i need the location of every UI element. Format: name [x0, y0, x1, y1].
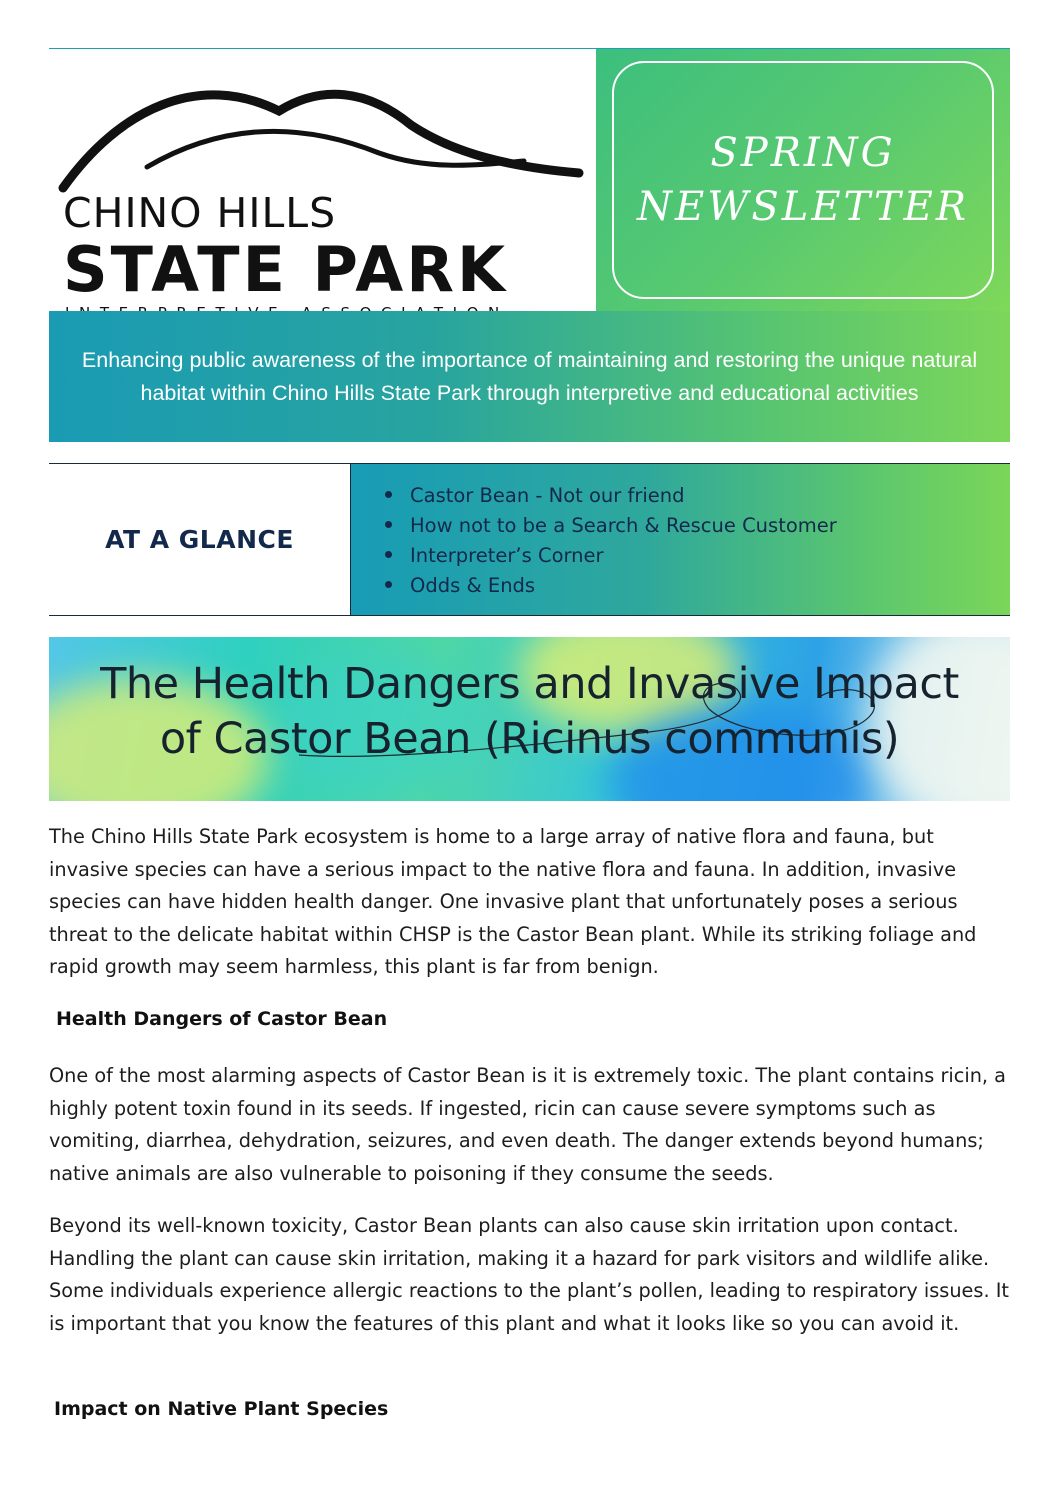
- at-a-glance-label-cell: [49, 464, 350, 615]
- at-a-glance-list: [385, 481, 837, 601]
- article-title-line-1: The Health Dangers and Invasive Impact: [100, 659, 959, 709]
- newsletter-title-frame: [612, 61, 994, 299]
- logo-line-1: CHINO HILLS: [63, 189, 337, 237]
- newsletter-title-line-1: SPRING: [710, 130, 896, 176]
- list-item: [385, 541, 837, 571]
- list-item-label: Odds & Ends: [410, 574, 536, 597]
- article-intro-paragraph: The Chino Hills State Park ecosystem is home to a large array of native flora and fauna, but invasive species can have a serious impact to the native flora and fauna. In addition, invasive species can have hidden health danger. One invasive plant that unfortunately poses a serious threat to the delicate habitat within CHSP is the Castor Bean plant. While its striking foliage and rapid growth may seem harmless, this plant is far from benign.: [49, 825, 977, 978]
- list-item-label: Interpreter’s Corner: [410, 544, 604, 567]
- article-title-banner: [49, 637, 1010, 801]
- newsletter-title-line-2: NEWSLETTER: [637, 184, 969, 230]
- at-a-glance-label: AT A GLANCE: [105, 525, 294, 554]
- list-item-label: Castor Bean - Not our friend: [410, 484, 685, 507]
- newsletter-title-panel: [596, 49, 1010, 311]
- at-a-glance-box: [49, 463, 1010, 616]
- section-heading-health-dangers: Health Dangers of Castor Bean: [56, 1008, 388, 1030]
- bullet-icon: [385, 581, 392, 588]
- bullet-icon: [385, 521, 392, 528]
- list-item: [385, 511, 837, 541]
- mission-statement: Enhancing public awareness of the importance of maintaining and restoring the unique natural habitat within Chino Hills State Park through interpretive and educational activities: [81, 348, 978, 405]
- list-item-label: How not to be a Search & Rescue Customer: [410, 514, 837, 537]
- article-title-line-2: of Castor Bean (Ricinus communis): [159, 714, 900, 764]
- article-title: [49, 657, 1010, 767]
- health-dangers-paragraph-1: One of the most alarming aspects of Castor Bean is it is extremely toxic. The plant contains ricin, a highly potent toxin found in its seeds. If ingested, ricin can cause severe symptoms such as vomiting, diarrhea, dehydration, seizures, and even death. The danger extends beyond humans; native animals are also vulnerable to poisoning if they consume the seeds.: [49, 1064, 1006, 1185]
- mission-band: [49, 311, 1010, 442]
- bullet-icon: [385, 491, 392, 498]
- park-logo: [49, 49, 596, 311]
- section-heading-impact-native-plants: Impact on Native Plant Species: [54, 1398, 389, 1420]
- bullet-icon: [385, 551, 392, 558]
- health-dangers-paragraph-2: Beyond its well-known toxicity, Castor Bean plants can also cause skin irritation upon contact. Handling the plant can cause skin irritation, making it a hazard for park visitors and wildlife alike. Some individuals experience allergic reactions to the plant’s pollen, leading to respiratory issues. It is important that you know the features of this plant and what it looks like so you can avoid it.: [49, 1214, 1009, 1335]
- at-a-glance-list-cell: [350, 464, 1010, 615]
- list-item: [385, 571, 837, 601]
- logo-line-2: STATE PARK: [63, 233, 509, 306]
- list-item: [385, 481, 837, 511]
